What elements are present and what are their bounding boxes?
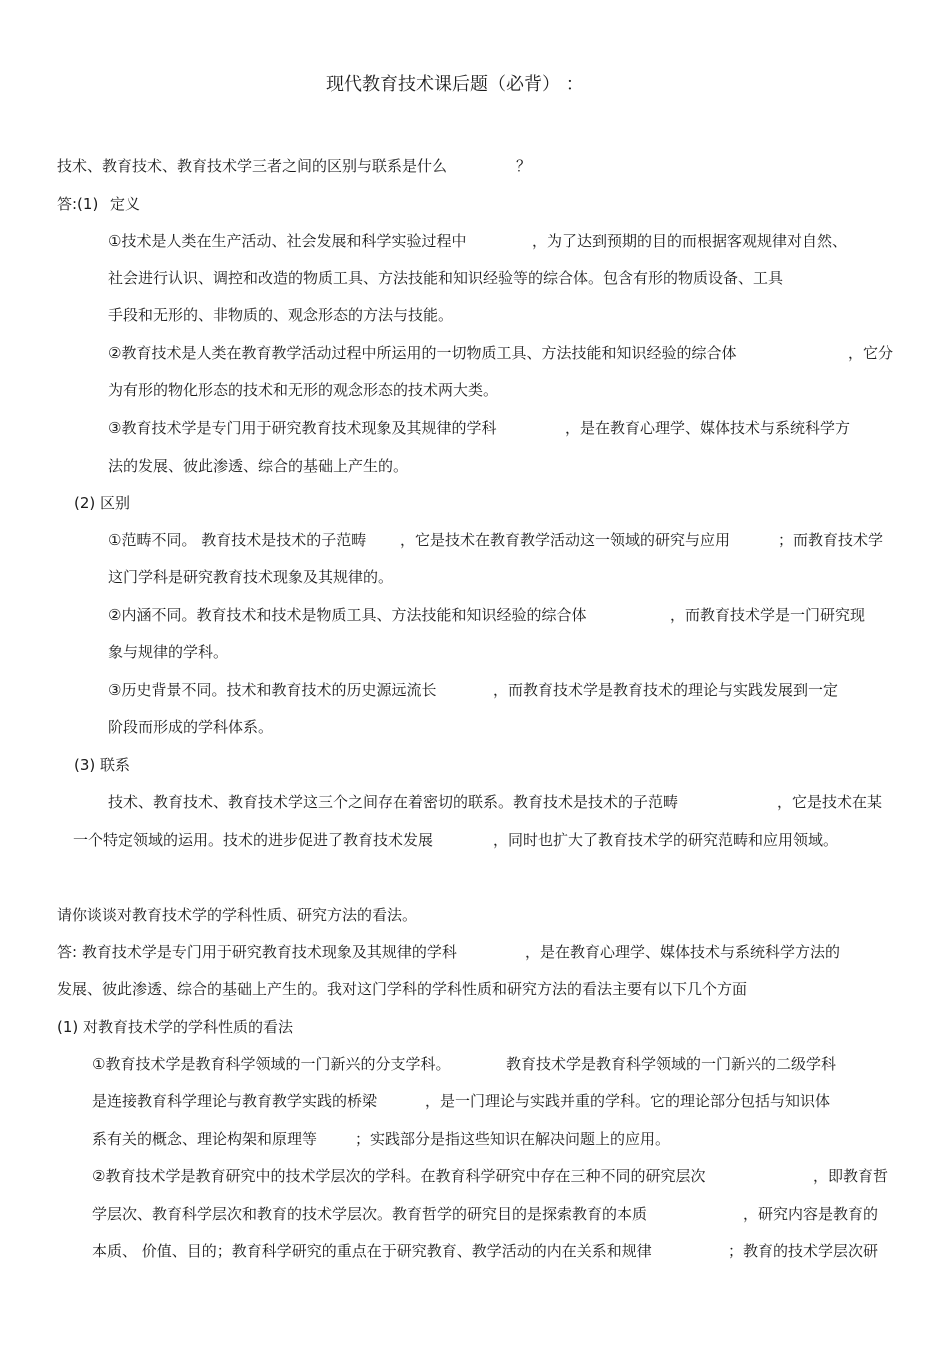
- nature-1-line-2-part-b: ，是一门理论与实践并重的学科。它的理论部分包括与知识体: [425, 1092, 831, 1110]
- relation-line-2-part-b: ，同时也扩大了教育技术学的研究范畴和应用领域。: [493, 831, 839, 849]
- nature-2-part-a: ②教育技术学是教育研究中的技术学层次的学科。在教育科学研究中存在三种不同的研究层次: [92, 1167, 706, 1185]
- question-1-mark: ？: [516, 157, 532, 175]
- relation-line-1-part-a: 技术、教育技术、教育技术学这三个之间存在着密切的联系。教育技术是技术的子范畴: [108, 793, 679, 811]
- question-1: 技术、教育技术、教育技术学三者之间的区别与联系是什么: [57, 157, 448, 175]
- definition-3-part-a: ③教育技术学是专门用于研究教育技术现象及其规律的学科: [108, 419, 497, 437]
- nature-2-line-3-part-b: ；教育的技术学层次研: [728, 1242, 879, 1260]
- definition-2-line-2: 为有形的物化形态的技术和无形的观念形态的技术两大类。: [108, 381, 499, 399]
- definition-1-part-a: ①技术是人类在生产活动、社会发展和科学实验过程中: [108, 232, 467, 250]
- definition-1-part-b: ，为了达到预期的目的而根据客观规律对自然、: [532, 232, 848, 250]
- definition-3-line-2: 法的发展、彼此渗透、综合的基础上产生的。: [108, 457, 409, 475]
- difference-3-line-2: 阶段而形成的学科体系。: [108, 718, 274, 736]
- relation-line-2-part-a: 一个特定领域的运用。技术的进步促进了教育技术发展: [73, 831, 434, 849]
- nature-1-part-b: 教育技术学是教育科学领域的一门新兴的二级学科: [506, 1055, 837, 1073]
- answer-2-line-1-part-b: ，是在教育心理学、媒体技术与系统科学方法的: [525, 943, 841, 961]
- definition-1-line-3: 手段和无形的、非物质的、观念形态的方法与技能。: [108, 306, 454, 324]
- difference-1-line-2: 这门学科是研究教育技术现象及其规律的。: [108, 568, 394, 586]
- difference-2-part-a: ②内涵不同。教育技术和技术是物质工具、方法技能和知识经验的综合体: [108, 606, 587, 624]
- section-relation-title: (3) 联系: [74, 756, 131, 774]
- difference-1-part-a: ①范畴不同。 教育技术是技术的子范畴: [108, 531, 367, 549]
- difference-3-part-b: ，而教育技术学是教育技术的理论与实践发展到一定: [493, 681, 839, 699]
- difference-2-line-2: 象与规律的学科。: [108, 643, 229, 661]
- section-difference-title: (2) 区别: [74, 494, 131, 512]
- nature-1-line-3-part-b: ；实践部分是指这些知识在解决问题上的应用。: [355, 1130, 671, 1148]
- page-title: 现代教育技术课后题（必背） ：: [326, 74, 584, 95]
- nature-1-part-a: ①教育技术学是教育科学领域的一门新兴的分支学科。: [92, 1055, 451, 1073]
- relation-line-1-part-b: ，它是技术在某: [777, 793, 883, 811]
- nature-1-line-2-part-a: 是连接教育科学理论与教育教学实践的桥梁: [92, 1092, 378, 1110]
- question-2: 请你谈谈对教育技术学的学科性质、研究方法的看法。: [57, 906, 418, 924]
- definition-1-line-2: 社会进行认识、调控和改造的物质工具、方法技能和知识经验等的综合体。包含有形的物质设备、工具: [108, 269, 784, 287]
- difference-1-part-b: ，它是技术在教育教学活动这一领域的研究与应用: [400, 531, 731, 549]
- section-definition-title: 定义: [110, 195, 141, 213]
- answer-2-line-1-part-a: 答: 教育技术学是专门用于研究教育技术现象及其规律的学科: [57, 943, 457, 961]
- nature-2-part-b: ，即教育哲: [813, 1167, 889, 1185]
- answer-2-line-2: 发展、彼此渗透、综合的基础上产生的。我对这门学科的学科性质和研究方法的看法主要有以下几个方面: [57, 980, 748, 998]
- answer-1-prefix: 答:(1): [57, 195, 99, 213]
- section-nature-title: (1) 对教育技术学的学科性质的看法: [57, 1018, 294, 1036]
- difference-3-part-a: ③历史背景不同。技术和教育技术的历史源远流长: [108, 681, 437, 699]
- definition-2-part-a: ②教育技术是人类在教育教学活动过程中所运用的一切物质工具、方法技能和知识经验的综合体: [108, 344, 737, 362]
- nature-2-line-2-part-b: ，研究内容是教育的: [743, 1205, 879, 1223]
- difference-1-part-c: ；而教育技术学: [778, 531, 884, 549]
- nature-2-line-3-part-a: 本质、 价值、目的；教育科学研究的重点在于研究教育、教学活动的内在关系和规律: [92, 1242, 652, 1260]
- definition-3-part-b: ，是在教育心理学、媒体技术与系统科学方: [565, 419, 851, 437]
- nature-2-line-2-part-a: 学层次、教育科学层次和教育的技术学层次。教育哲学的研究目的是探索教育的本质: [92, 1205, 648, 1223]
- difference-2-part-b: ，而教育技术学是一门研究现: [670, 606, 866, 624]
- definition-2-part-b: ，它分: [848, 344, 894, 362]
- nature-1-line-3-part-a: 系有关的概念、理论构架和原理等: [92, 1130, 318, 1148]
